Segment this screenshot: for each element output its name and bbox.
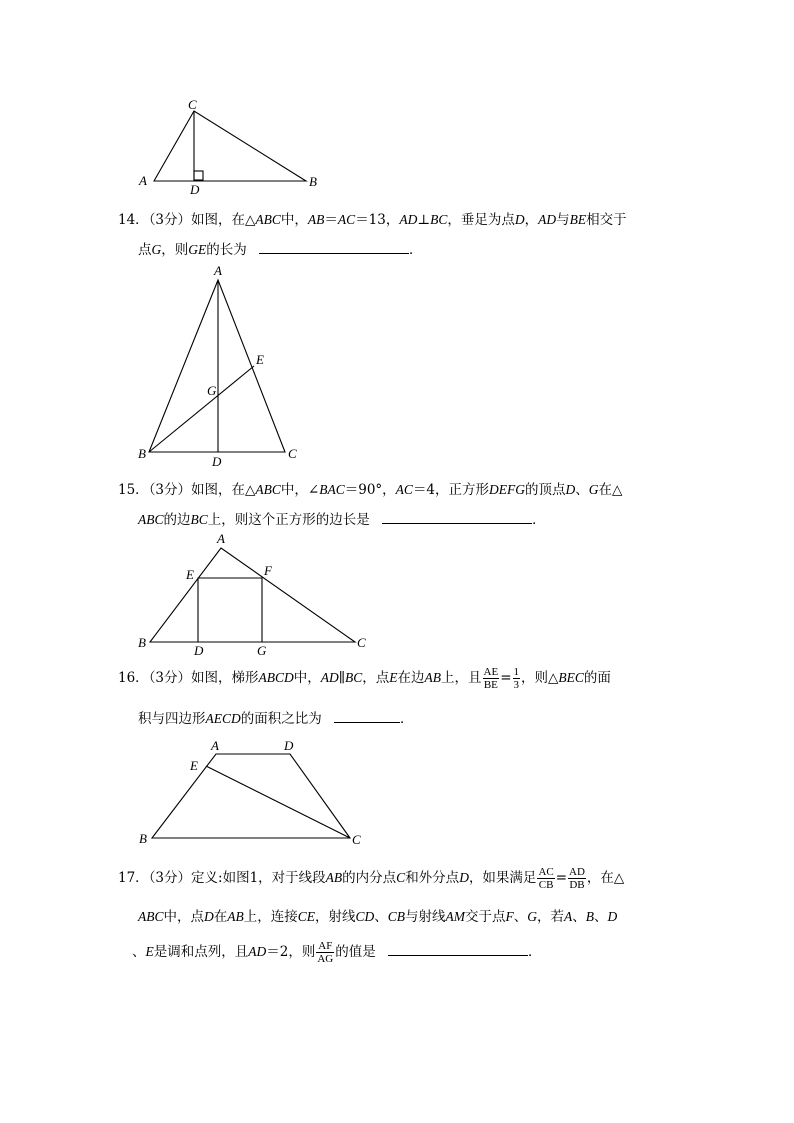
label-d: D bbox=[284, 738, 294, 753]
q17-text: 、 bbox=[132, 944, 146, 960]
q14-var: BE bbox=[569, 212, 587, 227]
q16-line2 bbox=[138, 707, 414, 727]
q15-answer-blank[interactable] bbox=[382, 510, 532, 524]
q17-text: ＝2，则 bbox=[266, 944, 316, 960]
q15-text: 、 bbox=[575, 482, 589, 498]
q14-number: 14． bbox=[118, 212, 149, 228]
q17-text: 上，连接 bbox=[243, 909, 298, 925]
q16-text: 的面 bbox=[583, 670, 611, 686]
q17-fraction-af-ag bbox=[316, 940, 334, 965]
q15-var: D bbox=[565, 482, 576, 497]
label-d: D bbox=[212, 454, 222, 469]
q15-text: 上，则这个正方形的边长是 bbox=[207, 512, 370, 528]
q14-text: ， bbox=[524, 212, 539, 228]
q14-text: 的长为 bbox=[206, 242, 247, 258]
q17-text: 定义:如图1，对于线段 bbox=[191, 870, 326, 886]
q14-text: 如图，在△ bbox=[191, 212, 256, 228]
q14-line1 bbox=[118, 208, 627, 228]
q15-var: ABC bbox=[138, 512, 164, 527]
q17-answer-blank[interactable] bbox=[388, 942, 528, 956]
q14-text: 相交于 bbox=[586, 212, 627, 228]
q14-var: GE bbox=[188, 242, 207, 257]
q17-var: F bbox=[505, 909, 514, 924]
segment-be bbox=[149, 366, 254, 452]
q17-var: G bbox=[527, 909, 538, 924]
q17-var: D bbox=[607, 909, 618, 924]
q17-text: 中，点 bbox=[163, 909, 204, 925]
label-c: C bbox=[288, 446, 297, 461]
q17-line2 bbox=[138, 905, 617, 925]
q15-text: 的边 bbox=[163, 512, 191, 528]
q17-var: D bbox=[204, 909, 214, 924]
q17-text: ，在△ bbox=[586, 870, 625, 886]
fraction-denominator: 3 bbox=[513, 679, 520, 691]
q16-text: 积与四边形 bbox=[138, 711, 206, 727]
fraction-denominator: DB bbox=[569, 879, 585, 891]
q14-var: D bbox=[514, 212, 525, 227]
q16-var: BEC bbox=[558, 670, 584, 685]
q17-var: E bbox=[145, 944, 154, 959]
label-c: C bbox=[352, 832, 361, 847]
q16-number: 16． bbox=[118, 670, 149, 686]
q14-score: （3分） bbox=[148, 212, 192, 228]
fraction-denominator: CB bbox=[538, 879, 554, 891]
q14-var: ABC bbox=[255, 212, 281, 227]
q14-text: 中， bbox=[280, 212, 308, 228]
q16-fraction-one-third bbox=[513, 666, 521, 691]
label-b: B bbox=[138, 635, 146, 650]
q16-text: 如图，梯形 bbox=[191, 670, 259, 686]
q17-var: CE bbox=[297, 909, 316, 924]
q17-text: 、 bbox=[572, 909, 586, 925]
q15-line1 bbox=[118, 478, 622, 498]
label-d: D bbox=[194, 643, 204, 658]
q14-text: ，垂足为点 bbox=[447, 212, 515, 228]
q16-var: E bbox=[389, 670, 398, 685]
q14-var: AC bbox=[337, 212, 356, 227]
label-a: A bbox=[139, 173, 147, 188]
q15-var: AC bbox=[395, 482, 413, 497]
q16-text: 的面积之比为 bbox=[240, 711, 322, 727]
q17-var: AM bbox=[445, 909, 466, 924]
q17-text: 、 bbox=[374, 909, 388, 925]
q17-text: ，射线 bbox=[315, 909, 356, 925]
q14-text: ＝ bbox=[324, 212, 338, 228]
label-b: B bbox=[309, 174, 317, 189]
q14-text: ＝13， bbox=[355, 212, 400, 228]
q16-text: 中， bbox=[293, 670, 321, 686]
q16-text: 在边 bbox=[397, 670, 425, 686]
q16-var: AB bbox=[424, 670, 442, 685]
q17-text: 的值是 bbox=[335, 944, 376, 960]
q17-text: 交于点 bbox=[465, 909, 506, 925]
q15-var: ABC bbox=[255, 482, 281, 497]
triangle-abc bbox=[150, 548, 355, 642]
q14-text: ，则 bbox=[161, 242, 189, 258]
q15-var: BAC bbox=[319, 482, 345, 497]
q14-text: ． bbox=[409, 242, 423, 258]
figure-isosceles-triangle bbox=[130, 262, 310, 472]
q16-var: AD bbox=[320, 670, 339, 685]
q16-text: ∥ bbox=[338, 670, 346, 686]
q17-text: 、 bbox=[513, 909, 528, 925]
fraction-numerator: AC bbox=[538, 866, 554, 878]
q15-text: ＝90°， bbox=[344, 482, 396, 498]
q17-var: CB bbox=[387, 909, 406, 924]
q17-var: AB bbox=[325, 870, 343, 885]
q16-fraction-ae-be bbox=[483, 666, 500, 691]
fraction-denominator: BE bbox=[483, 679, 498, 691]
q16-answer-blank[interactable] bbox=[334, 709, 400, 723]
label-e: E bbox=[190, 758, 198, 773]
q15-var: BC bbox=[190, 512, 208, 527]
q16-line1 bbox=[118, 666, 611, 691]
q17-text: ，如果满足 bbox=[468, 870, 537, 886]
q17-var: ABC bbox=[138, 909, 164, 924]
label-a: A bbox=[211, 738, 219, 753]
q17-number: 17． bbox=[118, 870, 149, 886]
q16-score: （3分） bbox=[148, 670, 192, 686]
q17-text: 在 bbox=[213, 909, 228, 925]
q17-var: A bbox=[564, 909, 573, 924]
q17-text: 的内分点 bbox=[342, 870, 397, 886]
right-angle-mark bbox=[194, 171, 203, 180]
q15-number: 15． bbox=[118, 482, 149, 498]
q14-var: AD bbox=[538, 212, 557, 227]
q17-var: D bbox=[459, 870, 469, 885]
q16-text: ． bbox=[400, 711, 414, 727]
label-c: C bbox=[357, 635, 366, 650]
label-b: B bbox=[139, 831, 147, 846]
q14-line2 bbox=[138, 238, 423, 258]
q14-text: 与 bbox=[556, 212, 570, 228]
q17-fraction-ad-db bbox=[568, 866, 586, 891]
q17-text: ，若 bbox=[537, 909, 565, 925]
label-f: F bbox=[264, 563, 272, 578]
fraction-denominator: AG bbox=[317, 953, 334, 965]
q17-var: CD bbox=[355, 909, 375, 924]
q17-var: AD bbox=[248, 944, 267, 959]
q16-text: = bbox=[500, 670, 512, 686]
figure-right-triangle bbox=[130, 96, 330, 196]
fraction-numerator: 1 bbox=[513, 666, 520, 678]
q17-line1 bbox=[118, 866, 624, 891]
label-d: D bbox=[190, 182, 200, 197]
q15-text: 的顶点 bbox=[525, 482, 566, 498]
figure-trapezoid bbox=[130, 734, 380, 854]
q17-fraction-ac-cb bbox=[537, 866, 554, 891]
square-defg bbox=[198, 578, 262, 642]
figure-square-in-triangle bbox=[130, 530, 380, 660]
q15-var: DEFG bbox=[489, 482, 526, 497]
q14-text: ⊥ bbox=[417, 212, 431, 228]
label-e: E bbox=[186, 567, 194, 582]
label-c: C bbox=[188, 97, 197, 112]
label-a: A bbox=[214, 263, 222, 278]
q17-text: ． bbox=[528, 944, 542, 960]
q15-text: 在△ bbox=[598, 482, 623, 498]
q17-text: 和外分点 bbox=[405, 870, 460, 886]
q17-var: B bbox=[585, 909, 595, 924]
q15-line2 bbox=[138, 508, 546, 528]
label-e: E bbox=[256, 352, 264, 367]
q16-var: ABCD bbox=[258, 670, 294, 685]
q17-text: = bbox=[555, 870, 568, 886]
triangle-abc bbox=[154, 111, 306, 181]
q14-var: G bbox=[151, 242, 162, 257]
label-g: G bbox=[207, 383, 217, 398]
fraction-numerator: AD bbox=[569, 866, 585, 878]
q14-var: AD bbox=[399, 212, 418, 227]
q16-text: 上，且 bbox=[441, 670, 482, 686]
q17-text: 是调和点列，且 bbox=[153, 944, 249, 960]
label-b: B bbox=[138, 446, 146, 461]
q15-var: G bbox=[588, 482, 599, 497]
q17-text: 与射线 bbox=[405, 909, 446, 925]
q17-text: 、 bbox=[594, 909, 608, 925]
q14-text: 点 bbox=[138, 242, 152, 258]
q16-var: BC bbox=[345, 670, 363, 685]
q17-var: C bbox=[396, 870, 406, 885]
label-g: G bbox=[257, 643, 267, 658]
q17-line3 bbox=[132, 940, 542, 965]
segment-ec bbox=[206, 766, 350, 838]
q15-text: ＝4，正方形 bbox=[412, 482, 490, 498]
q16-var: AECD bbox=[205, 711, 241, 726]
q15-text: 如图，在△ bbox=[191, 482, 256, 498]
label-a: A bbox=[217, 531, 225, 546]
q17-var: AB bbox=[227, 909, 244, 924]
fraction-numerator: AE bbox=[483, 666, 499, 678]
fraction-numerator: AF bbox=[318, 940, 333, 952]
trapezoid-abcd bbox=[152, 754, 350, 838]
q16-text: ，点 bbox=[362, 670, 390, 686]
q16-text: ，则△ bbox=[521, 670, 559, 686]
q15-score: （3分） bbox=[148, 482, 192, 498]
q14-var: AB bbox=[307, 212, 325, 227]
triangle-abc bbox=[149, 280, 285, 452]
q15-text: ． bbox=[532, 512, 546, 528]
q17-score: （3分） bbox=[148, 870, 192, 886]
q14-answer-blank[interactable] bbox=[259, 240, 409, 254]
q14-var: BC bbox=[430, 212, 448, 227]
q15-text: 中，∠ bbox=[280, 482, 320, 498]
